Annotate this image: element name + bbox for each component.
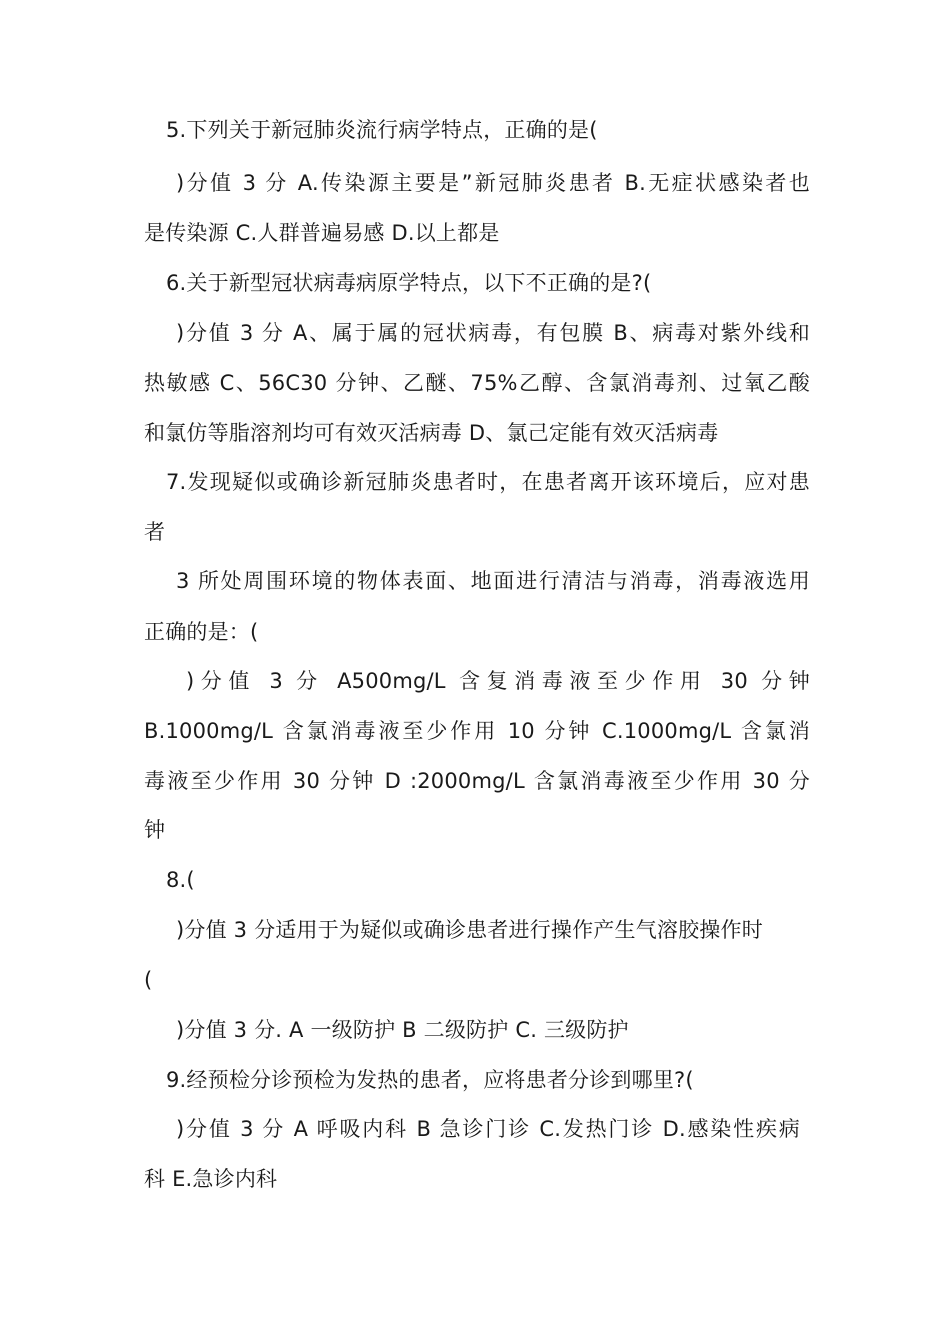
q7-options-b-c: B.1000mg/L 含氯消毒液至少作用 10 分钟 C.1000mg/L 含氯消 [144, 719, 810, 743]
q7-options-end: 钟 [144, 818, 166, 842]
q7-question-cont: 者 [144, 520, 166, 544]
q9-question: 9.经预检分诊预检为发热的患者，应将患者分诊到哪里?( [166, 1068, 694, 1092]
q6-options: )分值 3 分 A、属于属的冠状病毒，有包膜 B、病毒对紫外线和 [176, 321, 810, 345]
q8-number: 8.( [166, 868, 195, 892]
q8-bracket: ( [144, 968, 153, 992]
q6-options-cont-1: 热敏感 C、56C30 分钟、乙醚、75%乙醇、含氯消毒剂、过氧乙酸 [144, 371, 810, 395]
q9-options-cont: 科 E.急诊内科 [144, 1167, 278, 1191]
q9-options: )分值 3 分 A 呼吸内科 B 急诊门诊 C.发热门诊 D.感染性疾病 [176, 1117, 800, 1141]
q5-options-cont: 是传染源 C.人群普遍易感 D.以上都是 [144, 221, 500, 245]
q7-question-end: 正确的是：( [144, 620, 259, 644]
q7-options-c-d: 毒液至少作用 30 分钟 D :2000mg/L 含氯消毒液至少作用 30 分 [144, 769, 810, 793]
q5-options: )分值 3 分 A.传染源主要是”新冠肺炎患者 B.无症状感染者也 [176, 171, 810, 195]
q7-option-a: )分值 3 分 A500mg/L 含复消毒液至少作用 30 分钟 [186, 669, 810, 693]
q5-question: 5.下列关于新冠肺炎流行病学特点，正确的是( [166, 118, 598, 142]
q7-question: 7.发现疑似或确诊新冠肺炎患者时，在患者离开该环境后，应对患 [166, 470, 810, 494]
q6-options-cont-2: 和氯仿等脂溶剂均可有效灭活病毒 D、氯己定能有效灭活病毒 [144, 421, 719, 445]
q6-question: 6.关于新型冠状病毒病原学特点，以下不正确的是?( [166, 271, 652, 295]
q8-question: )分值 3 分适用于为疑似或确诊患者进行操作产生气溶胶操作时 [176, 918, 763, 942]
q8-options: )分值 3 分. A 一级防护 B 二级防护 C. 三级防护 [176, 1018, 629, 1042]
q7-question-detail: 3 所处周围环境的物体表面、地面进行清洁与消毒，消毒液选用 [176, 569, 810, 593]
